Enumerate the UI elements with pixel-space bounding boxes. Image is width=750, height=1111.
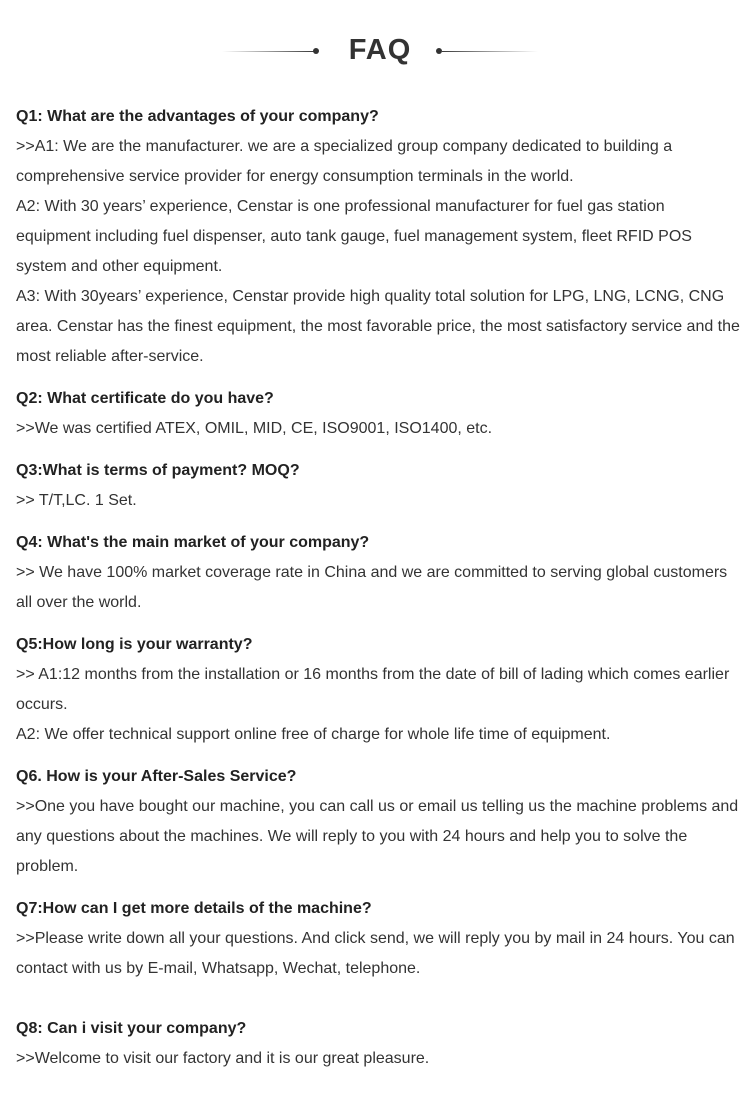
header-right-rule <box>442 51 538 52</box>
faq-item-q1 <box>16 102 742 372</box>
faq-item-q7 <box>16 894 742 984</box>
question: Q3:What is terms of payment? MOQ? <box>16 462 300 479</box>
faq-header <box>0 30 750 74</box>
question: Q2: What certificate do you have? <box>16 390 274 407</box>
faq-item-q8 <box>16 1014 742 1074</box>
faq-item-q5 <box>16 630 742 750</box>
answer: >> We have 100% market coverage rate in China and we are committed to serving global customers all over the world. <box>16 564 728 611</box>
answer: A2: With 30 years’ experience, Censtar is one professional manufacturer for fuel gas station equipment including fuel dispenser, auto tank gauge, fuel management system, fleet RFID POS system and other equipment. <box>16 198 692 275</box>
answer: >>A1: We are the manufacturer. we are a specialized group company dedicated to building a comprehensive service provider for energy consumption terminals in the world. <box>16 138 673 185</box>
question: Q7:How can I get more details of the machine? <box>16 900 372 917</box>
answer: A3: With 30years’ experience, Censtar provide high quality total solution for LPG, LNG, LCNG, CNG area. Censtar has the finest equipment, the most favorable price, the most satisfactory service and the most reliable after-service. <box>16 288 740 365</box>
faq-item-q4 <box>16 528 742 618</box>
question: Q4: What's the main market of your company? <box>16 534 370 551</box>
header-left-dot <box>313 48 319 54</box>
header-left-rule <box>222 51 314 52</box>
question: Q5:How long is your warranty? <box>16 636 253 653</box>
faq-item-q6 <box>16 762 742 882</box>
question: Q6. How is your After-Sales Service? <box>16 768 297 785</box>
answer: >> T/T,LC. 1 Set. <box>16 492 137 509</box>
answer: >> A1:12 months from the installation or 16 months from the date of bill of lading which comes earlier occurs. <box>16 666 730 713</box>
faq-item-q2 <box>16 384 742 444</box>
answer: >>Welcome to visit our factory and it is our great pleasure. <box>16 1050 430 1067</box>
question: Q1: What are the advantages of your company? <box>16 108 379 125</box>
faq-list <box>16 102 742 1074</box>
answer: >>Please write down all your questions. And click send, we will reply you by mail in 24 hours. You can contact with us by E-mail, Whatsapp, Wechat, telephone. <box>16 930 735 977</box>
question: Q8: Can i visit your company? <box>16 1020 247 1037</box>
page-title: FAQ <box>348 34 412 66</box>
answer: >>One you have bought our machine, you can call us or email us telling us the machine problems and any questions about the machines. We will reply to you with 24 hours and help you to solve the problem. <box>16 798 739 875</box>
answer: A2: We offer technical support online free of charge for whole life time of equipment. <box>16 726 611 743</box>
answer: >>We was certified ATEX, OMIL, MID, CE, ISO9001, ISO1400, etc. <box>16 420 493 437</box>
faq-item-q3 <box>16 456 742 516</box>
